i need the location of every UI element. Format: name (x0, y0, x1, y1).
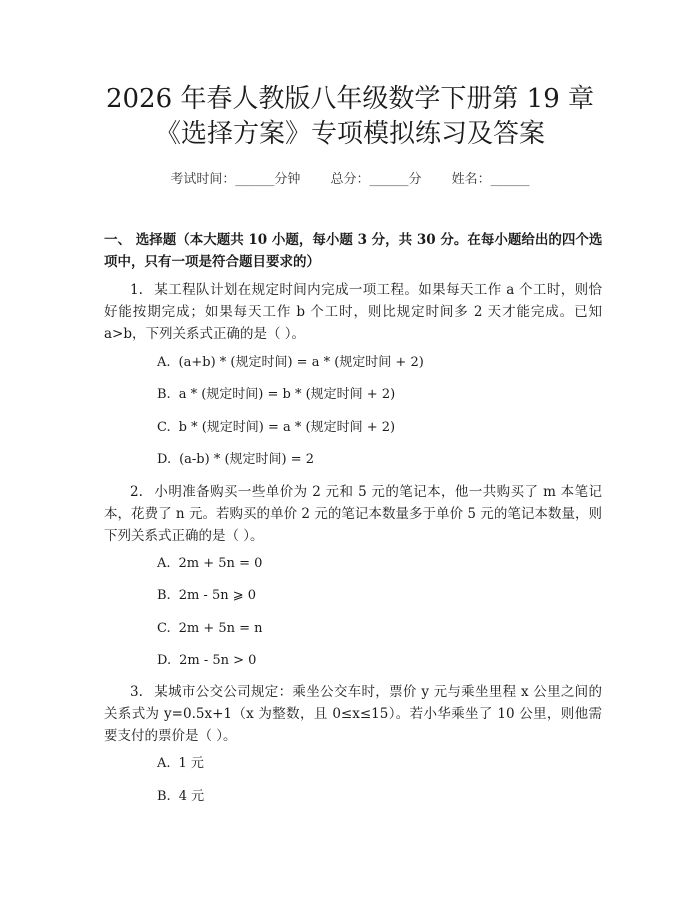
question-3-stem (104, 681, 602, 747)
question-1-option-b (157, 385, 395, 405)
option-text: 2m + 5n = n (178, 621, 263, 636)
question-3-option-b (157, 787, 204, 807)
question-1-option-d (157, 450, 314, 470)
exam-time: 考试时间：______分钟 (170, 172, 301, 187)
option-text: 2m - 5n ⩾ 0 (178, 588, 257, 603)
document-title-line1: 2026 年春人教版八年级数学下册第 19 章 (105, 84, 595, 114)
question-1-stem (104, 279, 602, 345)
option-label: A. (157, 355, 171, 370)
option-text: 1 元 (178, 756, 204, 771)
option-text: (a-b) * (规定时间) = 2 (179, 452, 315, 467)
question-number: 2. (130, 484, 143, 500)
exam-score: 总分：______分 (330, 172, 422, 187)
option-label: B. (157, 588, 171, 603)
question-2-option-b (157, 586, 256, 606)
question-text: 某工程队计划在规定时间内完成一项工程。如果每天工作 a 个工时，则恰好能按期完成；如果每天工作 b 个工时，则比规定时间多 2 天才能完成。已知 a>b，下列关系式正确的是（ ）。 (104, 282, 602, 342)
question-2-option-c (157, 619, 263, 639)
question-2-option-d (157, 651, 256, 671)
option-text: (a+b) * (规定时间) = a * (规定时间 + 2) (178, 355, 424, 370)
exam-meta (0, 168, 700, 187)
option-label: B. (157, 387, 171, 402)
option-label: D. (157, 653, 172, 668)
option-label: A. (157, 756, 171, 771)
question-1-option-a (157, 353, 424, 373)
question-number: 3. (130, 684, 143, 700)
option-label: C. (157, 420, 171, 435)
question-text: 小明准备购买一些单价为 2 元和 5 元的笔记本，他一共购买了 m 本笔记本，花费了 n 元。若购买的单价 2 元的笔记本数量多于单价 5 元的笔记本数量，则下列关系式正确的是（ ）。 (104, 484, 602, 544)
question-1-option-c (157, 418, 395, 438)
option-text: b * (规定时间) = a * (规定时间 + 2) (178, 420, 396, 435)
option-label: D. (157, 452, 172, 467)
option-label: C. (157, 621, 171, 636)
option-label: B. (157, 789, 171, 804)
option-text: 4 元 (178, 789, 205, 804)
option-text: a * (规定时间) = b * (规定时间 + 2) (178, 387, 396, 402)
question-number: 1. (130, 282, 143, 298)
document-title-line2: 《选择方案》专项模拟练习及答案 (154, 119, 545, 149)
option-label: A. (157, 556, 171, 571)
option-text: 2m - 5n > 0 (179, 653, 257, 668)
question-2-stem (104, 481, 602, 547)
option-text: 2m + 5n = 0 (178, 556, 263, 571)
section-heading: 一、 选择题（本大题共 10 小题，每小题 3 分，共 30 分。在每小题给出的四个选项中，只有一项是符合题目要求的） (104, 232, 603, 270)
question-text: 某城市公交公司规定：乘坐公交车时，票价 y 元与乘坐里程 x 公里之间的关系式为 y=0.5x+1（x 为整数，且 0≤x≤15）。若小华乘坐了 10 公里，则他需要支付的票价是（ ）。 (104, 684, 602, 744)
question-2-option-a (157, 554, 262, 574)
student-name: 姓名：______ (451, 172, 530, 187)
question-3-option-a (157, 754, 204, 774)
